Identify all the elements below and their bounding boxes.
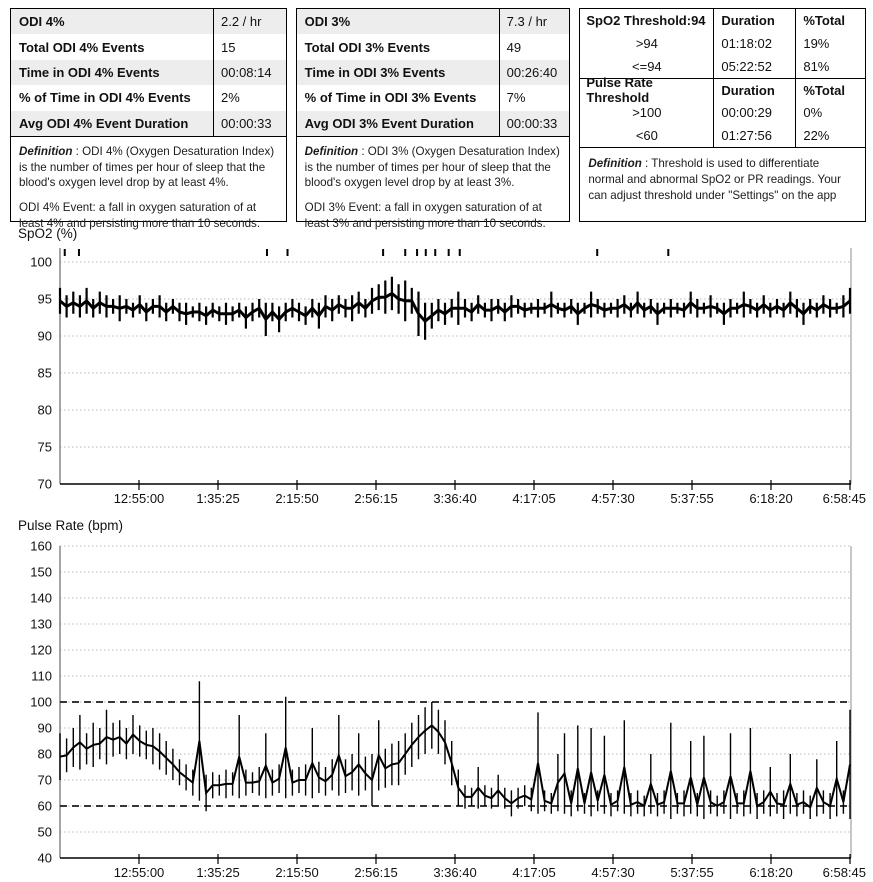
svg-text:160: 160 [30, 538, 52, 554]
svg-text:40: 40 [37, 850, 52, 866]
svg-text:1:35:25: 1:35:25 [196, 865, 240, 880]
svg-text:4:57:30: 4:57:30 [591, 865, 635, 880]
svg-text:1:35:25: 1:35:25 [196, 491, 240, 506]
pct-total-header-cell: %Total [803, 13, 845, 28]
stat-label: ODI 3% [297, 9, 500, 34]
spo2-above-threshold-row [580, 32, 865, 55]
stat-value: 00:26:40 [506, 64, 558, 80]
y-axis-tick-labels [30, 539, 52, 866]
svg-text:95: 95 [37, 291, 52, 307]
svg-text:2:56:15: 2:56:15 [354, 865, 398, 880]
odi3-row-avg-duration [297, 111, 570, 136]
pulse-above-threshold-row [580, 101, 865, 124]
svg-text:75: 75 [37, 439, 52, 455]
stat-value: 00:08:14 [221, 64, 272, 80]
threshold-range-cell: <60 [580, 124, 714, 147]
svg-text:70: 70 [37, 772, 52, 788]
svg-text:6:18:20: 6:18:20 [749, 865, 793, 880]
chart-title: SpO2 (%) [18, 226, 78, 241]
x-axis-tick-labels [114, 491, 866, 506]
svg-text:2:56:15: 2:56:15 [354, 491, 398, 506]
svg-text:2:15:50: 2:15:50 [275, 865, 319, 880]
odi4-row-pct-time [11, 85, 286, 110]
svg-text:5:37:55: 5:37:55 [670, 865, 714, 880]
threshold-header-cell: Pulse Rate Threshold [580, 79, 714, 101]
stat-label: Time in ODI 3% Events [297, 60, 500, 85]
svg-text:70: 70 [37, 476, 52, 492]
threshold-definition [580, 147, 865, 203]
duration-header-cell: Duration [714, 9, 796, 32]
stat-value: 7% [506, 90, 526, 106]
svg-text:6:18:20: 6:18:20 [749, 491, 793, 506]
odi3-panel [296, 8, 571, 231]
spo2-threshold-header-row [580, 9, 865, 32]
definition-word: Definition [304, 144, 359, 158]
stat-label: Total ODI 3% Events [297, 34, 500, 59]
svg-text:80: 80 [37, 746, 52, 762]
odi4-definition [11, 136, 286, 232]
event-markers [65, 249, 669, 256]
pct-total-cell: 19% [803, 36, 830, 51]
threshold-range-cell: >100 [580, 101, 714, 124]
svg-text:150: 150 [30, 564, 52, 580]
stat-label: % of Time in ODI 4% Events [11, 85, 214, 110]
stat-value: 15 [221, 39, 236, 55]
odi4-row-index [11, 9, 286, 34]
definition-paragraph [305, 144, 562, 191]
stat-value: 2% [221, 90, 240, 106]
svg-text:90: 90 [37, 720, 52, 736]
threshold-header-cell: SpO2 Threshold:94 [580, 9, 714, 32]
stat-value: 49 [506, 39, 522, 55]
svg-text:100: 100 [30, 694, 52, 710]
svg-text:110: 110 [31, 668, 52, 684]
gridlines [60, 546, 851, 832]
definition-text: : ODI 3% (Oxygen Desaturation Index) is the number of times per hour of sleep that the blood's oxygen level drop by at least 3%. [304, 144, 560, 190]
svg-text:130: 130 [30, 616, 52, 632]
definition-word: Definition [19, 144, 73, 158]
pulse-below-threshold-row [580, 124, 865, 147]
odi3-definition [297, 136, 570, 232]
odi3-row-index [297, 9, 570, 34]
duration-cell: 05:22:52 [714, 55, 796, 78]
stat-label: Avg ODI 4% Event Duration [11, 111, 214, 136]
spo2-chart [0, 224, 873, 516]
svg-text:5:37:55: 5:37:55 [670, 491, 714, 506]
svg-text:4:57:30: 4:57:30 [591, 491, 635, 506]
svg-text:50: 50 [37, 824, 52, 840]
odi4-row-total-events [11, 34, 286, 59]
svg-text:80: 80 [37, 402, 52, 418]
chart-title: Pulse Rate (bpm) [18, 518, 124, 533]
stat-label: Time in ODI 4% Events [11, 60, 214, 85]
x-axis-tick-labels [114, 865, 866, 880]
stat-label: Avg ODI 3% Event Duration [297, 111, 500, 136]
stat-label: ODI 4% [11, 9, 214, 34]
odi3-row-time [297, 60, 570, 85]
odi3-row-total-events [297, 34, 570, 59]
svg-text:100: 100 [30, 254, 52, 270]
duration-cell: 01:27:56 [714, 124, 796, 147]
definition-text: : Threshold is used to differentiate normal and abnormal SpO2 or PR readings. Your can adjust threshold under "Settings" on the app [588, 157, 841, 202]
svg-text:90: 90 [37, 328, 52, 344]
svg-text:85: 85 [37, 365, 52, 381]
duration-cell: 01:18:02 [714, 32, 796, 55]
stat-label: Total ODI 4% Events [11, 34, 214, 59]
signal-trace-range-bars [60, 681, 850, 819]
threshold-panel [579, 8, 866, 222]
svg-text:6:58:45: 6:58:45 [822, 491, 866, 506]
stat-value: 2.2 / hr [221, 14, 262, 30]
threshold-range-cell: <=94 [580, 55, 714, 78]
definition-text: : ODI 4% (Oxygen Desaturation Index) is the number of times per hour of sleep that the blood's oxygen level drop by at least 4%. [19, 144, 275, 190]
pulse-rate-chart [0, 516, 873, 882]
y-axis-tick-labels [30, 255, 52, 492]
definition-word: Definition [588, 157, 642, 170]
x-axis-ticks [139, 854, 850, 864]
svg-text:4:17:05: 4:17:05 [512, 865, 556, 880]
odi3-row-pct-time [297, 85, 570, 110]
threshold-range-cell: >94 [580, 32, 714, 55]
pct-total-header-cell: %Total [803, 82, 845, 98]
stat-value: 00:00:33 [221, 115, 272, 131]
svg-text:60: 60 [37, 798, 52, 814]
svg-text:2:15:50: 2:15:50 [275, 491, 319, 506]
svg-text:6:58:45: 6:58:45 [822, 865, 866, 880]
definition-paragraph: ODI 4% Event: a fall in oxygen saturation of at least 4% and persisting more than 10 seconds. [19, 201, 261, 231]
gridlines [60, 262, 851, 447]
svg-text:12:55:00: 12:55:00 [113, 865, 165, 880]
svg-text:140: 140 [30, 590, 52, 606]
stat-panels-row [0, 0, 873, 231]
definition-paragraph [19, 144, 278, 191]
duration-cell: 00:00:29 [714, 101, 796, 124]
svg-text:120: 120 [30, 642, 52, 658]
odi4-panel [10, 8, 287, 231]
stat-value: 00:00:33 [506, 115, 558, 131]
odi4-row-time [11, 60, 286, 85]
odi4-row-avg-duration [11, 111, 286, 136]
pct-total-cell: 22% [803, 128, 830, 143]
definition-paragraph [588, 156, 857, 203]
svg-text:12:55:00: 12:55:00 [113, 491, 165, 506]
svg-text:3:36:40: 3:36:40 [433, 491, 477, 506]
svg-text:3:36:40: 3:36:40 [433, 865, 477, 880]
x-axis-ticks [139, 480, 850, 490]
definition-paragraph: ODI 3% Event: a fall in oxygen saturation of at least 3% and persisting more than 10 seconds. [304, 201, 546, 231]
svg-text:4:17:05: 4:17:05 [512, 491, 556, 506]
pulse-threshold-header-row [580, 75, 865, 105]
stat-label: % of Time in ODI 3% Events [297, 85, 500, 110]
pct-total-cell: 81% [803, 59, 830, 74]
stat-value: 7.3 / hr [506, 14, 548, 30]
pct-total-cell: 0% [803, 105, 823, 120]
duration-header-cell: Duration [714, 79, 796, 101]
signal-trace-midline [60, 725, 850, 807]
